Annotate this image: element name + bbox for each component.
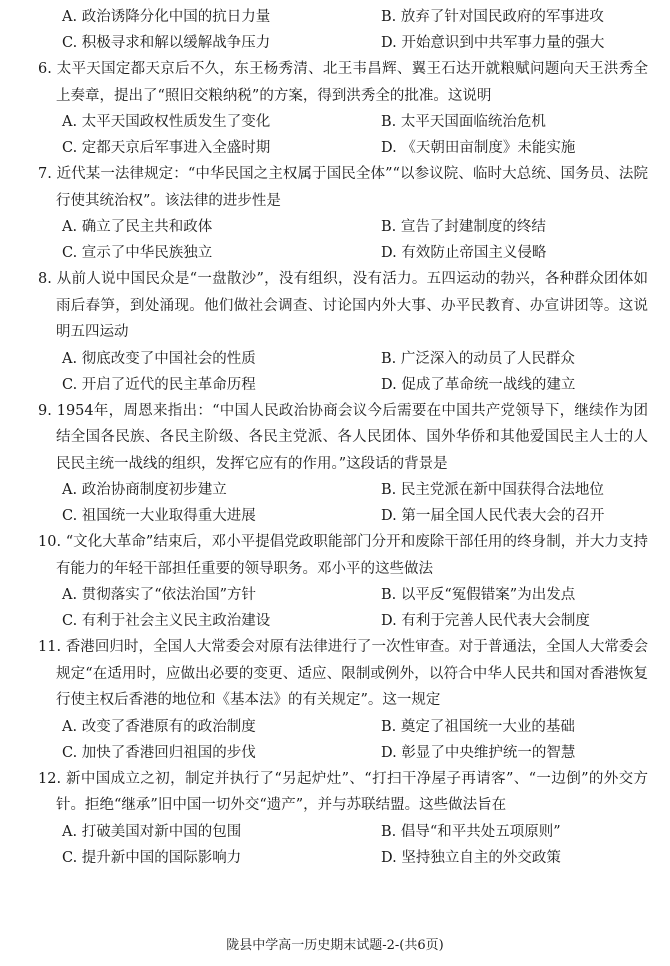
question-options (38, 109, 648, 161)
option-d (349, 608, 648, 634)
question-stem: 12. 新中国成立之初，制定并执行了“另起炉灶”、“打扫干净屋子再请客”、“一边倒”的外交方针。拒绝“继承”旧中国一切外交“遗产”，并与苏联结盟。这些做法旨在 (38, 770, 648, 813)
prev-question-options (38, 4, 648, 56)
option-letter: D. (381, 849, 397, 866)
option-letter: C. (62, 35, 78, 51)
option-c (38, 372, 337, 398)
option-text: 奠定了祖国统一大业的基础 (400, 718, 575, 735)
option-letter: C. (62, 613, 78, 629)
option-d (349, 503, 648, 529)
option-b (349, 582, 648, 608)
option-letter: D. (381, 613, 397, 629)
option-letter: B. (381, 219, 397, 235)
option-a (38, 214, 337, 240)
question-8 (38, 266, 648, 398)
option-letter: D. (381, 35, 397, 51)
option-c (38, 135, 337, 161)
option-a (38, 819, 337, 845)
option-d (349, 372, 648, 398)
option-letter: C. (62, 849, 78, 866)
question-7 (38, 161, 648, 266)
option-c (38, 240, 337, 266)
option-b (349, 214, 648, 240)
option-text: 开始意识到中共军事力量的强大 (401, 35, 605, 51)
question-stem: 6. 太平天国定都天京后不久，东王杨秀清、北王韦昌辉、翼王石达开就粮赋问题向天王洪秀全上奏章，提出了“照旧交粮纳税”的方案，得到洪秀全的批准。这说明 (38, 61, 648, 104)
option-letter: D. (381, 245, 397, 261)
page-footer: 陇县中学高一历史期末试题-2-(共6页) (226, 938, 444, 953)
question-stem: 10. “文化大革命”结束后，邓小平提倡党政职能部门分开和废除干部任用的终身制，并大力支持有能力的年轻干部担任重要的领导职务。邓小平的这些做法 (38, 534, 648, 577)
option-text: 确立了民主共和政体 (81, 219, 213, 235)
option-letter: B. (381, 9, 397, 25)
question-options (38, 214, 648, 266)
option-c (38, 740, 337, 766)
question-stem: 11. 香港回归时，全国人大常委会对原有法律进行了一次性审查。对于普通法，全国人大常委会规定“在适用时，应做出必要的变更、适应、限制或例外，以符合中华人民共和国对香港恢复行使主权后香港的地位和《基本法》的有关规定”。这一规定 (38, 639, 648, 708)
question-options (38, 346, 648, 398)
option-a (38, 109, 337, 135)
option-text: 有利于完善人民代表大会制度 (401, 613, 590, 629)
option-c (38, 503, 337, 529)
option-letter: A. (62, 718, 78, 735)
option-text: 民主党派在新中国获得合法地位 (400, 482, 604, 498)
option-letter: B. (381, 350, 397, 367)
option-d (349, 240, 648, 266)
option-text: 贯彻落实了“依法治国”方针 (81, 587, 257, 603)
option-c (38, 845, 337, 871)
option-letter: B. (381, 482, 397, 498)
option-letter: C. (62, 140, 78, 156)
option-letter: B. (381, 823, 397, 840)
option-text: 太平天国政权性质发生了变化 (81, 114, 271, 130)
option-d (349, 845, 648, 871)
option-letter: C. (62, 508, 78, 524)
option-text: 促成了革命统一战线的建立 (401, 376, 576, 393)
option-b (349, 819, 648, 845)
option-letter: A. (62, 9, 78, 25)
option-text: 积极寻求和解以缓解战争压力 (81, 35, 271, 51)
option-text: 定都天京后军事进入全盛时期 (81, 140, 271, 156)
option-letter: A. (62, 350, 78, 367)
question-options (38, 714, 648, 766)
option-letter: D. (381, 140, 397, 156)
option-text: 改变了香港原有的政治制度 (81, 718, 256, 735)
option-a (38, 477, 337, 503)
option-text: 提升新中国的国际影响力 (81, 849, 242, 866)
option-d (349, 135, 648, 161)
option-text: 政治诱降分化中国的抗日力量 (81, 9, 271, 25)
option-text: 广泛深入的动员了人民群众 (400, 350, 575, 367)
option-text: 放弃了针对国民政府的军事进攻 (400, 9, 604, 25)
option-letter: C. (62, 376, 78, 393)
option-a (38, 4, 337, 30)
option-b (349, 714, 648, 740)
option-text: 《天朝田亩制度》未能实施 (401, 140, 576, 156)
option-text: 彻底改变了中国社会的性质 (81, 350, 256, 367)
option-d (349, 30, 648, 56)
option-b (349, 477, 648, 503)
question-stem: 7. 近代某一法律规定：“中华民国之主权属于国民全体”“以参议院、临时大总统、国务员、法院行使其统治权”。该法律的进步性是 (38, 166, 648, 209)
option-text: 宣示了中华民族独立 (81, 245, 213, 261)
question-10 (38, 529, 648, 634)
option-text: 打破美国对新中国的包围 (81, 823, 242, 840)
option-text: 以平反“冤假错案”为出发点 (400, 587, 576, 603)
option-text: 加快了香港回归祖国的步伐 (81, 744, 256, 761)
question-11 (38, 634, 648, 766)
question-stem: 9. 1954年，周恩来指出：“中国人民政治协商会议今后需要在中国共产党领导下，继续作为团结全国各民族、各民主阶级、各民主党派、各人民团体、国外华侨和其他爱国民主人士的人民民主统一战线的组织，发挥它应有的作用。”这段话的背景是 (38, 402, 648, 472)
option-c (38, 608, 337, 634)
question-12 (38, 766, 648, 871)
option-b (349, 346, 648, 372)
option-letter: C. (62, 744, 78, 761)
question-list (38, 56, 648, 871)
option-a (38, 582, 337, 608)
option-b (349, 109, 648, 135)
option-text: 第一届全国人民代表大会的召开 (401, 508, 605, 524)
option-letter: C. (62, 245, 78, 261)
option-a (38, 346, 337, 372)
question-options (38, 582, 648, 634)
question-stem: 8. 从前人说中国民众是“一盘散沙”，没有组织，没有活力。五四运动的勃兴，各种群众团体如雨后春笋，到处涌现。他们做社会调查、讨论国内外大事、办平民教育、办宣讲团等。这说明五四运动 (38, 271, 648, 340)
question-6 (38, 56, 648, 161)
option-letter: A. (62, 219, 78, 235)
option-letter: A. (62, 587, 78, 603)
option-text: 政治协商制度初步建立 (81, 482, 227, 498)
option-letter: D. (381, 744, 397, 761)
option-text: 倡导“和平共处五项原则” (400, 823, 561, 840)
option-letter: A. (62, 823, 78, 840)
option-letter: A. (62, 114, 78, 130)
option-letter: D. (381, 508, 397, 524)
option-text: 有效防止帝国主义侵略 (401, 245, 547, 261)
option-letter: A. (62, 482, 78, 498)
option-text: 宣告了封建制度的终结 (400, 219, 546, 235)
question-9 (38, 398, 648, 530)
option-c (38, 30, 337, 56)
option-text: 彰显了中央维护统一的智慧 (401, 744, 576, 761)
option-text: 开启了近代的民主革命历程 (81, 376, 256, 393)
option-letter: B. (381, 587, 397, 603)
option-letter: D. (381, 376, 397, 393)
option-d (349, 740, 648, 766)
option-letter: B. (381, 114, 397, 130)
question-options (38, 819, 648, 871)
option-a (38, 714, 337, 740)
option-b (349, 4, 648, 30)
option-text: 坚持独立自主的外交政策 (401, 849, 561, 866)
option-text: 太平天国面临统治危机 (400, 114, 546, 130)
option-text: 有利于社会主义民主政治建设 (81, 613, 271, 629)
option-letter: B. (381, 718, 397, 735)
question-options (38, 477, 648, 529)
option-text: 祖国统一大业取得重大进展 (81, 508, 256, 524)
